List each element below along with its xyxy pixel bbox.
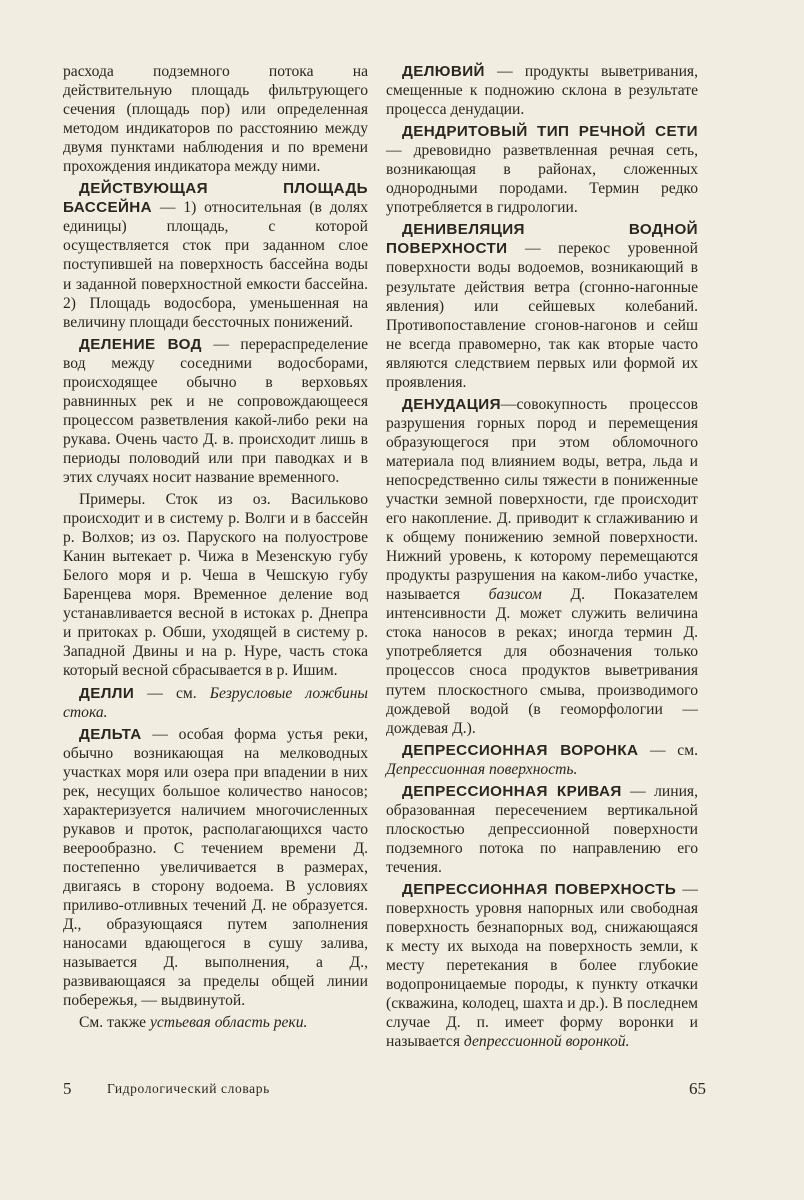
- right-entry-4: [386, 741, 698, 779]
- right-entry-5: [386, 782, 698, 877]
- signature-number: 5: [63, 1079, 72, 1098]
- right-entry-6: [386, 880, 698, 1051]
- inline-italic-term: базисом: [488, 586, 542, 604]
- entry-definition: — продукты выветривания, смещенные к подножию склона в результате процесса денудации.: [386, 63, 698, 119]
- entry-definition-cont: Д. Показателем интенсивности Д. может служить величина стока наносов в реках; иногда термин Д. употребляется для обозначения только процессов сноса продуктов выветривания путем плоскостного смыва, производимого дождевой водой (в геоморфологии — дождевая Д.).: [386, 586, 699, 737]
- left-entry-4: [63, 684, 368, 722]
- entry-term: ДЕПРЕССИОННАЯ КРИВАЯ: [402, 782, 622, 800]
- entry-definition: — поверхность уровня напорных или свободная поверхность безнапорных вод, снижающаяся к месту их выхода на поверхность земли, к месту перетекания в более глубокие водопроницаемые породы, к пункту откачки (скважина, колодец, шахта и др.). В последнем случае Д. п. имеет форму воронки и называется: [386, 880, 698, 1051]
- entry-definition: —совокупность процессов разрушения горных пород и перемещения образующегося при этом обломочного материала под влиянием воды, ветра, льда и непосредственно силы тяжести в пониженные участки земной поверхности, где происходит его накопление. Д. приводит к сглаживанию и к общему понижению земной поверхности. Нижний уровень, к которому перемещаются продукты разрушения на каком-либо участке, называется: [386, 395, 698, 604]
- entry-term: ДЕЙСТВУЮЩАЯ ПЛОЩАДЬ БАССЕЙНА: [63, 180, 368, 217]
- page-number: 65: [689, 1079, 706, 1098]
- entry-definition: — перекос уровенной поверхности воды водоемов, возникающий в результате действия ветра (сгонно-нагонные явления) или сейшевых колебаний. Противопоставление сгонов-нагонов и сейш не всегда правомерно, так как вторые часто являются следствием первых или формой их проявления.: [386, 240, 698, 391]
- right-entry-2: [386, 220, 698, 391]
- entry-term: ДЕЛЬТА: [79, 725, 142, 743]
- entry-term: ДЕПРЕССИОННАЯ ПОВЕРХНОСТЬ: [402, 880, 677, 898]
- cross-reference: Депрессионная поверхность.: [386, 760, 578, 778]
- left-entry-1: [63, 179, 368, 331]
- cross-reference: устьевая область реки.: [149, 1014, 308, 1032]
- entry-term: ДЕЛЮВИЙ: [402, 63, 485, 80]
- left-entry-6: См. также устьевая область реки.: [79, 1014, 308, 1032]
- entry-definition: — 1) относительная (в долях единицы) площадь, с которой осуществляется сток при заданном слое поступившей на поверхность бассейна воды и заданной поверхностной емкости бассейна. 2) Площадь водосбора, уменьшенная на величину площади бессточных понижений.: [63, 199, 368, 331]
- entry-definition: — особая форма устья реки, обычно возникающая на мелководных участках моря или озера при впадении в них рек, несущих большое количество наносов; характеризуется наличием многочисленных рукавов и проток, располагающихся часто веерообразно. С течением времени Д. постепенно увеличивается в размерах, двигаясь в сторону водоема. В условиях приливо-отливных течений Д. не образуется. Д., образующаяся путем заполнения наносами вдающегося в сушу залива, называется Д. выполнения, а Д., развивающаяся за пределы общей линии побережья, — выдвинутой.: [63, 725, 368, 1010]
- entry-term: ДЕПРЕССИОННАЯ ВОРОНКА: [402, 741, 639, 759]
- cross-reference: депрессионной воронкой.: [463, 1033, 630, 1051]
- right-entry-1: [386, 122, 698, 217]
- entry-definition: — перераспределение вод между соседними водосборами, происходящее обычно в верховьях равнинных рек и не сопровождающееся процессом разветвления какой-либо реки на рукава. Очень часто Д. в. происходит лишь в периоды половодий или при паводках и в этих случаях носит название временного.: [63, 335, 368, 486]
- entry-term: ДЕНУДАЦИЯ: [402, 395, 501, 413]
- signature-title: Гидрологический словарь: [107, 1081, 270, 1096]
- left-entry-0: расхода подземного потока на действительную площадь фильтрующего сечения (площадь пор) или определенная методом индикаторов по расстоянию между двумя пунктами наблюдения и по времени прохождения индикатора между ними.: [63, 63, 368, 176]
- entry-definition: — древовидно разветвленная речная сеть, возникающая в районах, сложенных однородными породами. Термин редко употребляется в гидрологии.: [386, 142, 698, 217]
- right-entry-0: [386, 62, 698, 119]
- left-entry-3: Примеры. Сток из оз. Васильково происходит и в систему р. Волги и в бассейн р. Волхов; из оз. Паруского на полуострове Канин вытекает р. Чижа в Мезенскую губу Белого моря и р. Чеша в Чешскую губу Баренцева моря. Временное деление вод устанавливается весной в истоках р. Днепра и притоках р. Обши, уходящей в систему р. Западной Двины и на р. Нуре, часть стока который весной сбрасывается в р. Ишим.: [63, 491, 368, 680]
- entry-term: ДЕЛЛИ: [79, 684, 135, 702]
- page-footer: [63, 1079, 706, 1101]
- entry-term: ДЕНДРИТОВЫЙ ТИП РЕЧНОЙ СЕТИ: [402, 123, 698, 141]
- right-entry-3: [386, 395, 698, 738]
- cross-reference: Безрусловые ложбины стока.: [63, 684, 368, 721]
- entry-definition: — см.: [134, 684, 210, 702]
- right-column: [386, 62, 698, 1054]
- entry-term: ДЕЛЕНИЕ ВОД: [79, 335, 202, 353]
- entry-term: ДЕНИВЕЛЯЦИЯ ВОДНОЙ ПОВЕРХНОСТИ: [386, 221, 698, 258]
- entry-definition: — см.: [638, 741, 698, 759]
- left-entry-2: [63, 335, 368, 487]
- entry-definition: — линия, образованная пересечением вертикальной плоскостью депрессионной поверхности подземного потока по направлению его течения.: [386, 782, 698, 876]
- left-entry-5: [63, 725, 368, 1011]
- left-column: [63, 62, 368, 1035]
